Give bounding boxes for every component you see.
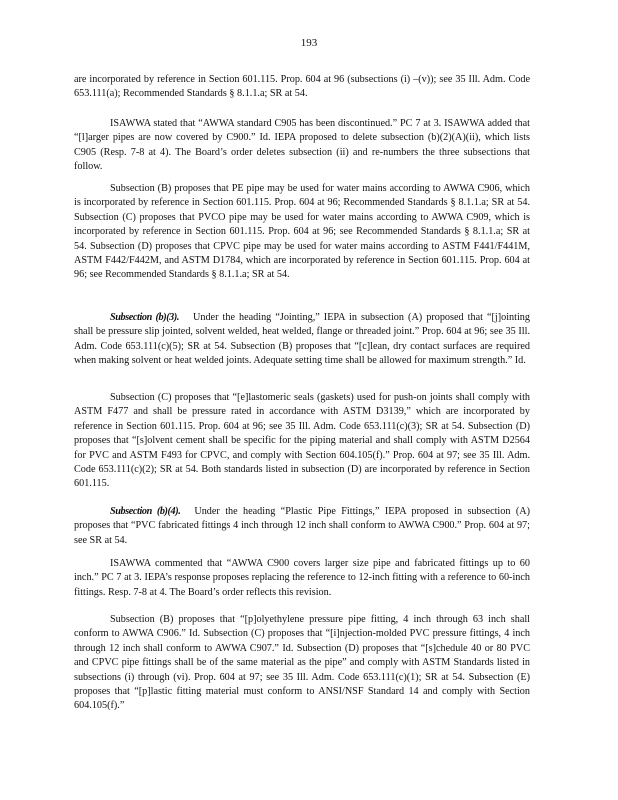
paragraph-7: ISAWWA commented that “AWWA C900 covers larger size pipe and fabricated fittings up to 60 inch.” PC 7 at 3. IEPA’s response proposes replacing the reference to 12-inch fitting with a reference to 60-inch fittings. Resp. 7-8 at 4. The Board’s order reflects this revision.: [74, 558, 530, 598]
paragraph-6: [74, 505, 530, 548]
paragraph-3: Subsection (B) proposes that PE pipe may be used for water mains according to AWWA C906, which is incorporated by reference in Section 601.115. Prop. 604 at 96; Recommended Standards § 8.1.1.a; SR at 54. Subsection (C) proposes that PVCO pipe may be used for water mains according to AWWA C909, which is incorporated by reference in Section 601.115. Prop. 604 at 96; see Recommended Standards § 8.1.1.a; SR at 54. Subsection (D) proposes that CPVC pipe may be used for water mains according to ASTM F441/F441M, ASTM F442/F442M, and ASTM D1784, which are incorporated by reference in Section 601.115. Prop. 604 at 96; see Recommended Standards § 8.1.1.a; SR at 54.: [74, 183, 530, 281]
page-number: 193: [300, 37, 318, 49]
paragraph-5: Subsection (C) proposes that “[e]lastomeric seals (gaskets) used for push-on joints shall comply with ASTM F477 and shall be pressure rated in accordance with ASTM D3139,” which are incorporated by reference in Section 601.115. Prop. 604 at 96; see 35 Ill. Adm. Code 653.111(c)(3); SR at 54. Subsection (D) proposes that “[s]olvent cement shall be specific for the piping material and shall comply with ASTM D2564 for PVC and ASTM F493 for CPVC, and comply with Section 604.105(f).” Prop. 604 at 97; see 35 Ill. Adm. Code 653.111(c)(2); SR at 54. Both standards listed in subsection (D) are incorporated by reference in Section 601.115.: [74, 392, 530, 490]
section-heading-b3: Subsection (b)(3).: [110, 312, 180, 323]
paragraph-4: [74, 311, 530, 369]
paragraph-8: Subsection (B) proposes that “[p]olyethylene pressure pipe fitting, 4 inch through 63 inch shall conform to AWWA C906.” Id. Subsection (C) proposes that “[i]njection-molded PVC pressure fittings, 4 inch through 12 inch shall conform to AWWA C907.” Id. Subsection (D) proposes that “[s]chedule 40 or 80 PVC and CPVC pipe fittings shall be of the same material as the pipe” and comply with ASTM Standards listed in subsections (i) through (vi). Prop. 604 at 97; see 35 Ill. Adm. Code 653.111(c)(1); SR at 54. Subsection (E) proposes that “[p]lastic fitting material must conform to ANSI/NSF Standard 14 and comply with Section 604.105(f).”: [74, 614, 530, 712]
paragraph-2: ISAWWA stated that “AWWA standard C905 has been discontinued.” PC 7 at 3. ISAWWA added that “[l]arger pipes are now covered by C900.” Id. IEPA proposed to delete subsection (b)(2)(A)(ii), which lists C905 (Resp. 7-8 at 4). The Board’s order deletes subsection (ii) and re-numbers the three subsections that follow.: [74, 118, 530, 173]
paragraph-6-body: Under the heading “Plastic Pipe Fittings,” IEPA proposed in subsection (A) proposes that “PVC fabricated fittings 4 inch through 12 inch shall conform to AWWA C900.” Prop. 604 at 97; see SR at 54.: [74, 506, 530, 546]
paragraph-1: are incorporated by reference in Section 601.115. Prop. 604 at 96 (subsections (i) –(v)); see 35 Ill. Adm. Code 653.111(a); Recommended Standards § 8.1.1.a; SR at 54.: [74, 74, 530, 100]
section-heading-b4: Subsection (b)(4).: [110, 506, 181, 517]
paragraph-4-body: Under the heading “Jointing,” IEPA in subsection (A) proposed that “[j]ointing shall be pressure slip jointed, solvent welded, heat welded, flange or threaded joint.” Prop. 604 at 96; see 35 Ill. Adm. Code 653.111(c)(5); SR at 54. Subsection (B) proposes that “[c]lean, dry contact surfaces are required when making solvent or heat welded joints. Adequate setting time shall be allowed for maximum strength.” Id.: [74, 312, 530, 367]
